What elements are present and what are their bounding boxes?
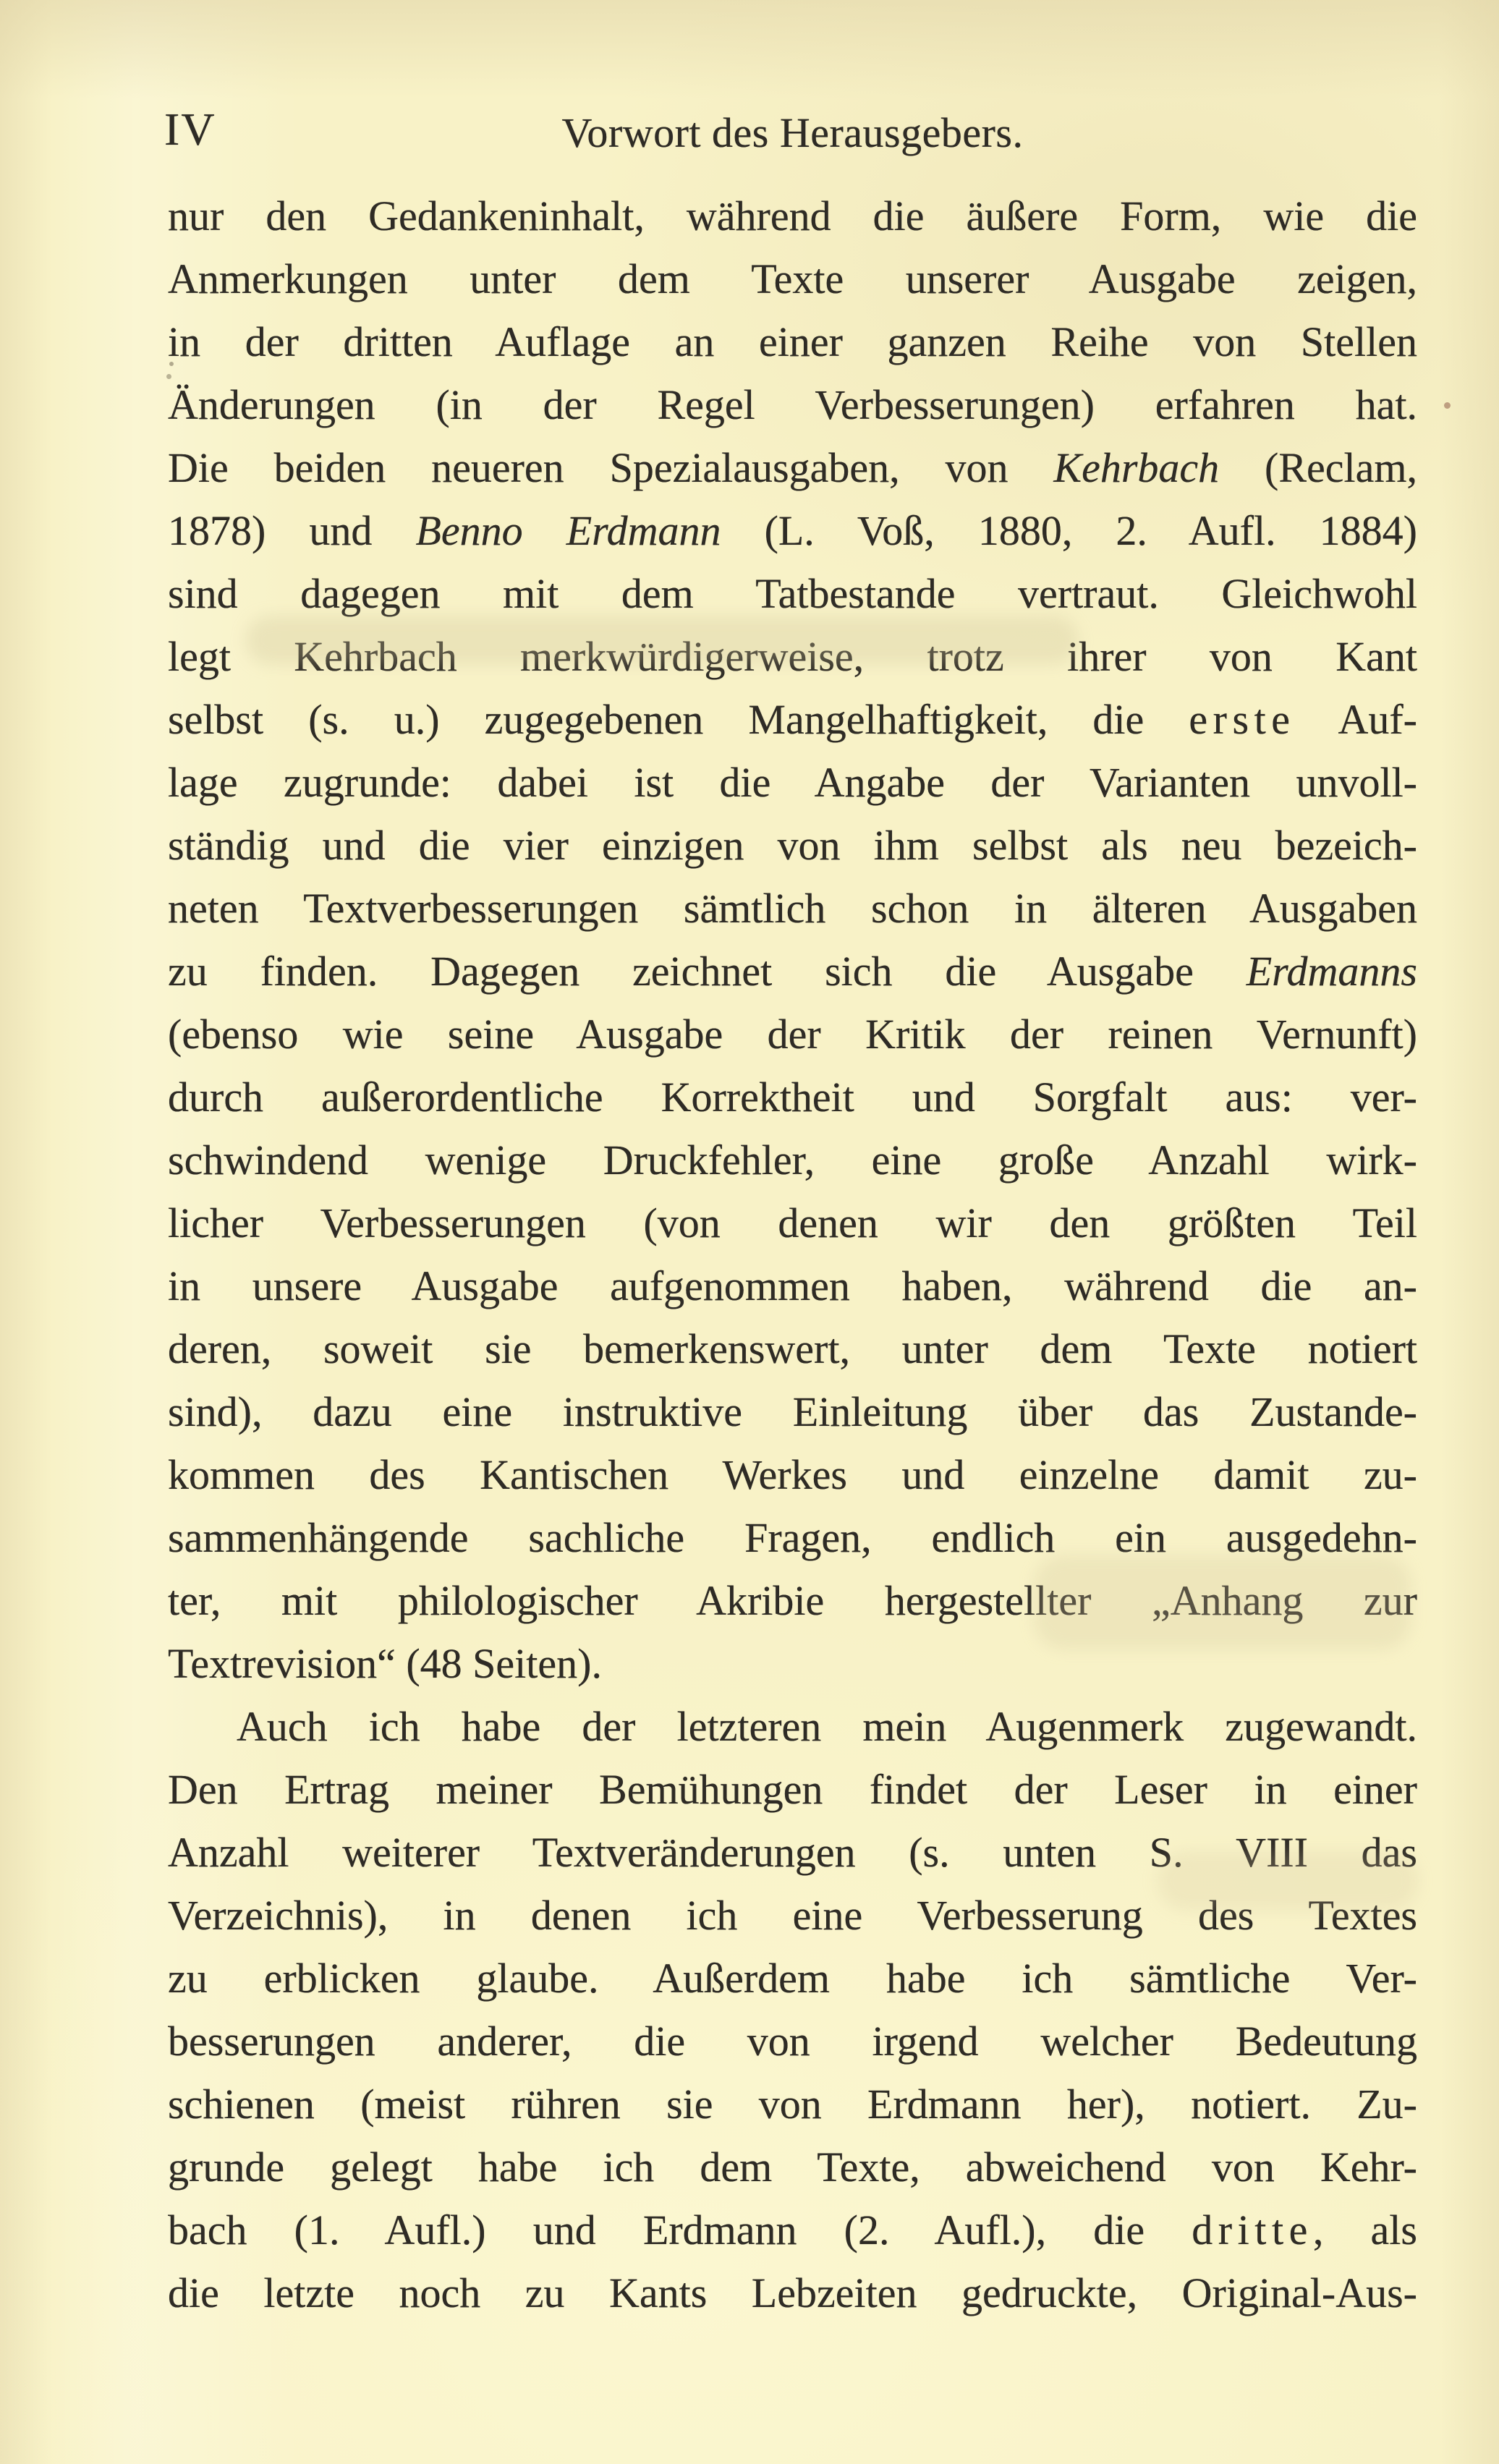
text-segment-italic: Kehrbach	[1053, 444, 1220, 491]
text-segment: neten Textverbesserungen sämtlich schon in älteren Ausgaben	[168, 885, 1417, 932]
body-line	[168, 1003, 1417, 1066]
body-line	[168, 499, 1417, 562]
body-line	[168, 1695, 1417, 1758]
page-header	[164, 0, 1417, 166]
text-segment: Anmerkungen unter dem Texte unserer Ausgabe zeigen,	[168, 255, 1417, 302]
body-line	[168, 247, 1417, 310]
text-segment: Anzahl weiterer Textveränderungen (s. unten S. VIII das	[168, 1829, 1417, 1876]
text-segment: Änderungen (in der Regel Verbesserungen) erfahren hat.	[168, 381, 1417, 428]
body-line	[168, 1506, 1417, 1569]
text-segment: Auch ich habe der letzteren mein Augenmerk zugewandt.	[237, 1703, 1417, 1750]
text-segment: besserungen anderer, die von irgend welcher Bedeutung	[168, 2018, 1417, 2065]
page-number: IV	[164, 103, 216, 155]
text-segment-italic: Benno Erdmann	[415, 507, 721, 554]
text-segment: (ebenso wie seine Ausgabe der Kritik der reinen Vernunft)	[168, 1011, 1417, 1058]
text-segment: schienen (meist rühren sie von Erdmann her), notiert. Zu-	[168, 2081, 1417, 2128]
text-segment: 1878) und	[168, 507, 416, 554]
body-line	[168, 1254, 1417, 1317]
body-line	[168, 310, 1417, 373]
body-line	[168, 436, 1417, 499]
text-segment: deren, soweit sie bemerkenswert, unter dem Texte notiert	[168, 1325, 1417, 1372]
text-segment: legt Kehrbach merkwürdigerweise, trotz ihrer von Kant	[168, 633, 1417, 680]
text-segment: nur den Gedankeninhalt, während die äußere Form, wie die	[168, 192, 1417, 239]
body-line	[168, 2010, 1417, 2073]
text-segment: Verzeichnis), in denen ich eine Verbesserung des Textes	[168, 1892, 1417, 1939]
text-segment-italic: Erdmanns	[1246, 948, 1417, 995]
text-segment: kommen des Kantischen Werkes und einzelne damit zu-	[168, 1451, 1417, 1498]
body-line	[168, 1191, 1417, 1254]
body-line	[168, 1947, 1417, 2010]
text-segment: Auf-	[1295, 696, 1417, 743]
text-segment: zu finden. Dagegen zeichnet sich die Ausgabe	[168, 948, 1247, 995]
text-segment: sammenhängende sachliche Fragen, endlich ein ausgedehn-	[168, 1514, 1417, 1561]
body-line	[168, 1569, 1417, 1632]
body-line	[168, 1066, 1417, 1129]
body-line	[168, 1129, 1417, 1191]
body-line	[168, 1632, 1417, 1695]
text-segment: licher Verbesserungen (von denen wir den größten Teil	[168, 1199, 1417, 1246]
body-line	[168, 1758, 1417, 1821]
text-segment-letterspaced: dritte	[1192, 2206, 1313, 2253]
body-line	[168, 373, 1417, 436]
body-line	[168, 1821, 1417, 1884]
text-segment: ständig und die vier einzigen von ihm selbst als neu bezeich-	[168, 822, 1417, 869]
body-line	[168, 814, 1417, 877]
text-segment: (Reclam,	[1219, 444, 1417, 491]
text-segment: selbst (s. u.) zugegebenen Mangelhaftigkeit, die	[168, 696, 1189, 743]
body-line	[168, 184, 1417, 247]
text-segment: in der dritten Auflage an einer ganzen Reihe von Stellen	[168, 318, 1417, 365]
text-segment: Textrevision“ (48 Seiten).	[168, 1640, 602, 1687]
text-segment: sind dagegen mit dem Tatbestande vertraut. Gleichwohl	[168, 570, 1417, 617]
text-segment: Den Ertrag meiner Bemühungen findet der Leser in einer	[168, 1766, 1417, 1813]
body-line	[168, 2136, 1417, 2199]
text-segment: sind), dazu eine instruktive Einleitung über das Zustande-	[168, 1388, 1417, 1435]
text-segment: (L. Voß, 1880, 2. Aufl. 1884)	[721, 507, 1417, 554]
text-segment: Die beiden neueren Spezialausgaben, von	[168, 444, 1054, 491]
body-line	[168, 2261, 1417, 2324]
text-segment: ter, mit philologischer Akribie hergestellter „Anhang zur	[168, 1577, 1417, 1624]
body-line	[168, 1317, 1417, 1380]
text-segment: , als	[1312, 2206, 1417, 2253]
text-segment: grunde gelegt habe ich dem Texte, abweichend von Kehr-	[168, 2144, 1417, 2191]
body-line	[168, 1380, 1417, 1443]
text-segment-letterspaced: erste	[1189, 696, 1296, 743]
body-line	[168, 1884, 1417, 1947]
body-line	[168, 2199, 1417, 2261]
ink-speck	[1444, 402, 1451, 409]
running-title: Vorwort des Herausgebers.	[561, 109, 1024, 156]
body-line	[168, 688, 1417, 751]
text-segment: die letzte noch zu Kants Lebzeiten gedruckte, Original-Aus-	[168, 2269, 1417, 2316]
body-line	[168, 940, 1417, 1003]
body-line	[168, 877, 1417, 940]
text-segment: lage zugrunde: dabei ist die Angabe der Varianten unvoll-	[168, 759, 1417, 806]
text-segment: durch außerordentliche Korrektheit und Sorgfalt aus: ver-	[168, 1074, 1417, 1121]
text-segment: schwindend wenige Druckfehler, eine große Anzahl wirk-	[168, 1137, 1417, 1184]
body-line	[168, 751, 1417, 814]
body-line	[168, 1443, 1417, 1506]
body-line	[168, 625, 1417, 688]
text-segment: in unsere Ausgabe aufgenommen haben, während die an-	[168, 1262, 1417, 1309]
text-segment: bach (1. Aufl.) und Erdmann (2. Aufl.), die	[168, 2206, 1192, 2253]
page-body	[168, 184, 1417, 2324]
body-line	[168, 562, 1417, 625]
text-segment: zu erblicken glaube. Außerdem habe ich sämtliche Ver-	[168, 1955, 1417, 2002]
body-line	[168, 2073, 1417, 2136]
